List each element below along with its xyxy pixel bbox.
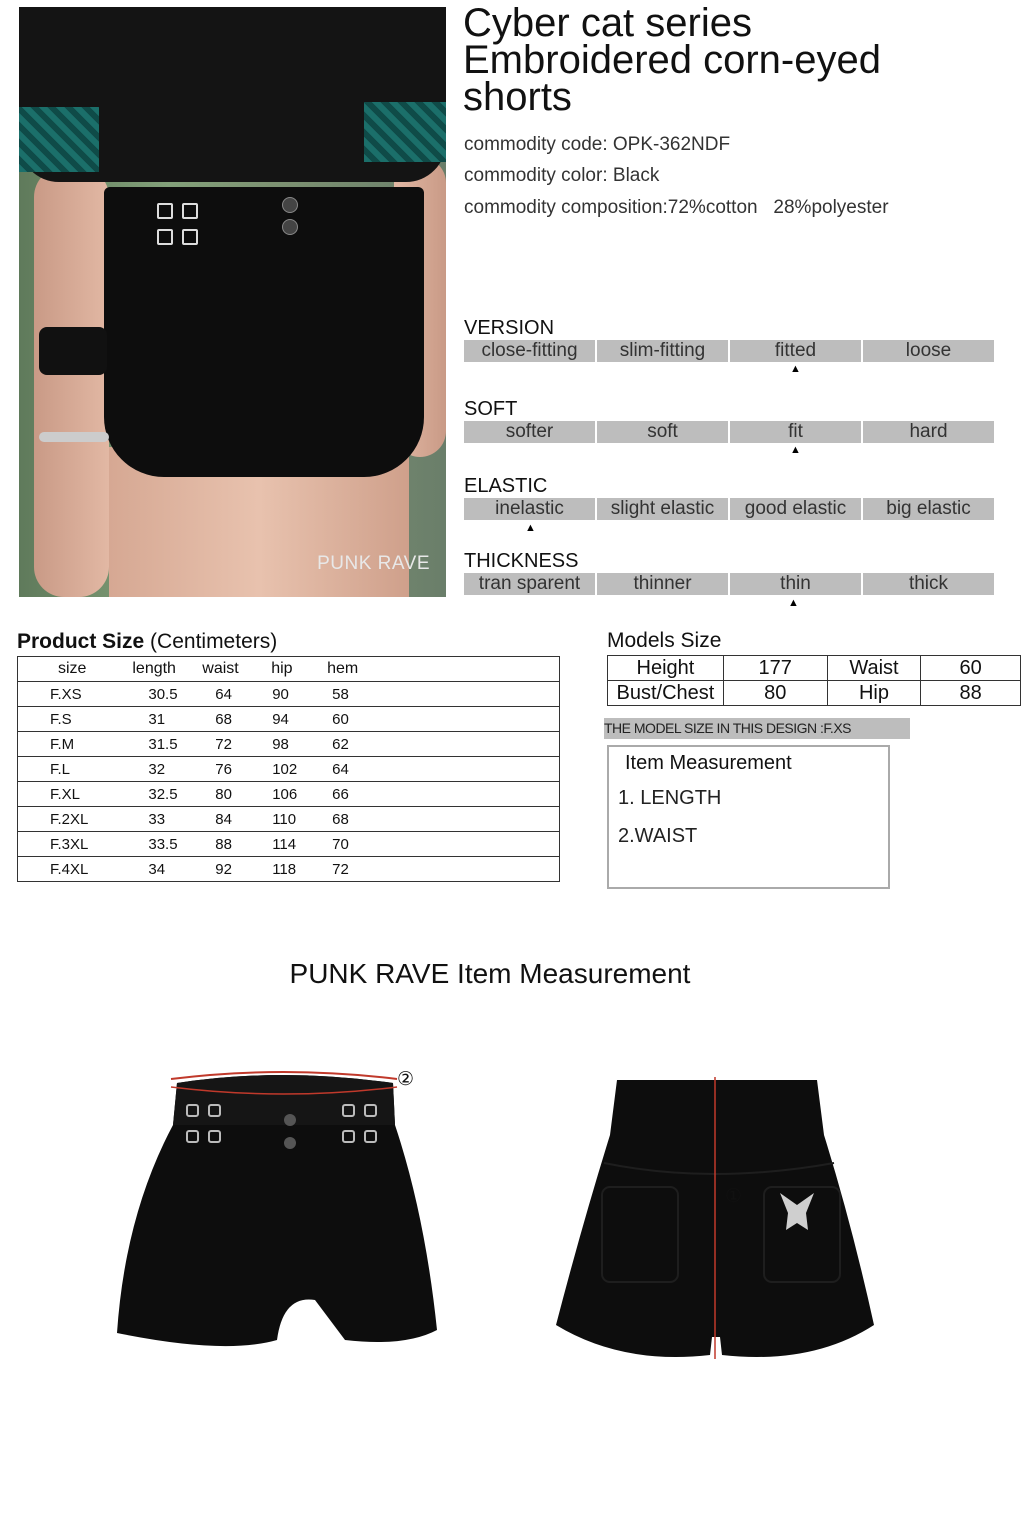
- table-cell: 32.5: [132, 782, 202, 807]
- item-measurement-heading: Item Measurement: [625, 752, 792, 774]
- table-header: length: [132, 657, 202, 682]
- product-size-heading: [17, 630, 277, 654]
- table-cell: 72: [202, 732, 262, 757]
- title-line: shorts: [463, 75, 572, 119]
- table-cell: 60: [921, 656, 1021, 681]
- scale-option: fit: [730, 421, 861, 443]
- model-size-note: THE MODEL SIZE IN THIS DESIGN :F.XS: [604, 718, 910, 739]
- table-cell: 90: [262, 682, 322, 707]
- table-cell: Hip: [827, 681, 921, 706]
- table-row: [608, 656, 1021, 681]
- table-row: [18, 782, 560, 807]
- table-cell: 80: [202, 782, 262, 807]
- eyelet-icon: [157, 203, 173, 219]
- measurement-item: 2.WAIST: [618, 825, 698, 847]
- table-cell: 72: [322, 857, 559, 882]
- length-marker: ①: [725, 1186, 743, 1207]
- button-icon: [282, 219, 298, 235]
- table-cell: 58: [322, 682, 559, 707]
- table-cell: 31.5: [132, 732, 202, 757]
- table-cell: 33: [132, 807, 202, 832]
- scale-thickness: [464, 550, 1004, 609]
- table-row: [18, 732, 560, 757]
- scale-option: tran sparent: [464, 573, 595, 595]
- scale-options: [464, 421, 1004, 456]
- table-cell: 31: [132, 707, 202, 732]
- table-cell: 94: [262, 707, 322, 732]
- spec-label: commodity color:: [464, 165, 608, 186]
- table-header: hip: [262, 657, 322, 682]
- scale-option: thin: [730, 573, 861, 595]
- table-cell: 70: [322, 832, 559, 857]
- snake-print-sleeve: [19, 107, 99, 172]
- button-icon: [282, 197, 298, 213]
- table-cell: 98: [262, 732, 322, 757]
- selected-arrow-icon: ▲: [525, 522, 536, 534]
- table-cell: Height: [608, 656, 724, 681]
- table-cell: 33.5: [132, 832, 202, 857]
- table-cell: 88: [921, 681, 1021, 706]
- product-title: [463, 1, 1023, 119]
- table-cell: 34: [132, 857, 202, 882]
- bracelet: [39, 432, 109, 442]
- table-cell: F.L: [18, 757, 133, 782]
- table-row: [18, 757, 560, 782]
- models-size-title: Models Size: [607, 629, 722, 652]
- table-cell: 177: [723, 656, 827, 681]
- scale-options: [464, 340, 1004, 375]
- item-measurement-box: [607, 745, 890, 889]
- table-cell: 106: [262, 782, 322, 807]
- scale-option: soft: [597, 421, 728, 443]
- wrist-cuff: [39, 327, 107, 375]
- spec-label: commodity composition:: [464, 197, 668, 218]
- scale-option: thick: [863, 573, 994, 595]
- table-cell: 102: [262, 757, 322, 782]
- table-cell: 110: [262, 807, 322, 832]
- product-photo: [19, 7, 446, 597]
- scale-label: SOFT: [464, 398, 518, 420]
- table-cell: F.XS: [18, 682, 133, 707]
- scale-option: hard: [863, 421, 994, 443]
- table-cell: 60: [322, 707, 559, 732]
- scale-option: fitted: [730, 340, 861, 362]
- scale-option: good elastic: [730, 498, 861, 520]
- title-line: Cyber cat series: [463, 1, 752, 45]
- table-cell: 88: [202, 832, 262, 857]
- photo-watermark: PUNK RAVE: [317, 553, 430, 574]
- table-cell: F.S: [18, 707, 133, 732]
- waist-marker: ②: [397, 1069, 415, 1090]
- product-size-unit: (Centimeters): [150, 630, 278, 653]
- spec-value: 72%cotton 28%polyester: [667, 197, 889, 218]
- table-cell: 118: [262, 857, 322, 882]
- table-cell: F.M: [18, 732, 133, 757]
- scale-elastic: [464, 475, 1004, 534]
- table-cell: 32: [132, 757, 202, 782]
- product-size-title: Product Size: [17, 630, 145, 653]
- table-cell: Bust/Chest: [608, 681, 724, 706]
- snake-print-sleeve: [364, 102, 446, 162]
- table-cell: 64: [202, 682, 262, 707]
- spec-code: [464, 134, 730, 156]
- shorts-back-illustration: [552, 1075, 882, 1365]
- shorts-worn: [104, 187, 424, 477]
- scale-label: THICKNESS: [464, 550, 579, 572]
- table-cell: Waist: [827, 656, 921, 681]
- table-header: waist: [202, 657, 262, 682]
- spec-value: Black: [612, 165, 660, 186]
- scale-option: slim-fitting: [597, 340, 728, 362]
- table-cell: F.3XL: [18, 832, 133, 857]
- table-cell: 114: [262, 832, 322, 857]
- spec-composition: [464, 197, 889, 219]
- table-cell: F.2XL: [18, 807, 133, 832]
- table-header: hem: [322, 657, 559, 682]
- spec-value: OPK-362NDF: [612, 134, 731, 155]
- table-cell: F.XL: [18, 782, 133, 807]
- title-line: Embroidered corn-eyed: [463, 38, 881, 82]
- measurement-section-title: PUNK RAVE Item Measurement: [289, 958, 691, 989]
- table-cell: 76: [202, 757, 262, 782]
- table-row: [18, 682, 560, 707]
- selected-arrow-icon: ▲: [788, 597, 799, 609]
- table-cell: 30.5: [132, 682, 202, 707]
- scale-option: thinner: [597, 573, 728, 595]
- selected-arrow-icon: ▲: [790, 363, 801, 375]
- scale-label: VERSION: [464, 317, 555, 339]
- scale-option: softer: [464, 421, 595, 443]
- product-size-table: [17, 656, 560, 882]
- scale-option: close-fitting: [464, 340, 595, 362]
- table-cell: 84: [202, 807, 262, 832]
- table-row: [18, 807, 560, 832]
- table-row: [18, 832, 560, 857]
- table-header: size: [18, 657, 133, 682]
- measurement-item: 1. LENGTH: [618, 787, 722, 809]
- scale-option: inelastic: [464, 498, 595, 520]
- model-left-arm: [34, 167, 109, 597]
- eyelet-icon: [157, 229, 173, 245]
- scale-options: [464, 573, 1004, 609]
- shorts-front-illustration: [105, 1065, 445, 1365]
- table-cell: F.4XL: [18, 857, 133, 882]
- spec-label: commodity code:: [464, 134, 608, 155]
- scale-option: slight elastic: [597, 498, 728, 520]
- table-cell: 68: [322, 807, 559, 832]
- scale-option: big elastic: [863, 498, 994, 520]
- selected-arrow-icon: ▲: [790, 444, 801, 456]
- scale-options: [464, 498, 1004, 534]
- table-cell: 92: [202, 857, 262, 882]
- table-cell: 62: [322, 732, 559, 757]
- scale-option: loose: [863, 340, 994, 362]
- table-row: [18, 857, 560, 882]
- scale-label: ELASTIC: [464, 475, 548, 497]
- table-row: [608, 681, 1021, 706]
- eyelet-icon: [182, 203, 198, 219]
- table-header-row: [18, 657, 560, 682]
- table-row: [18, 707, 560, 732]
- table-cell: 64: [322, 757, 559, 782]
- table-cell: 66: [322, 782, 559, 807]
- spec-color: [464, 165, 659, 187]
- eyelet-icon: [182, 229, 198, 245]
- scale-soft: [464, 398, 1004, 456]
- table-cell: 80: [723, 681, 827, 706]
- scale-version: [464, 317, 1004, 375]
- table-cell: 68: [202, 707, 262, 732]
- models-size-table: [607, 655, 1021, 706]
